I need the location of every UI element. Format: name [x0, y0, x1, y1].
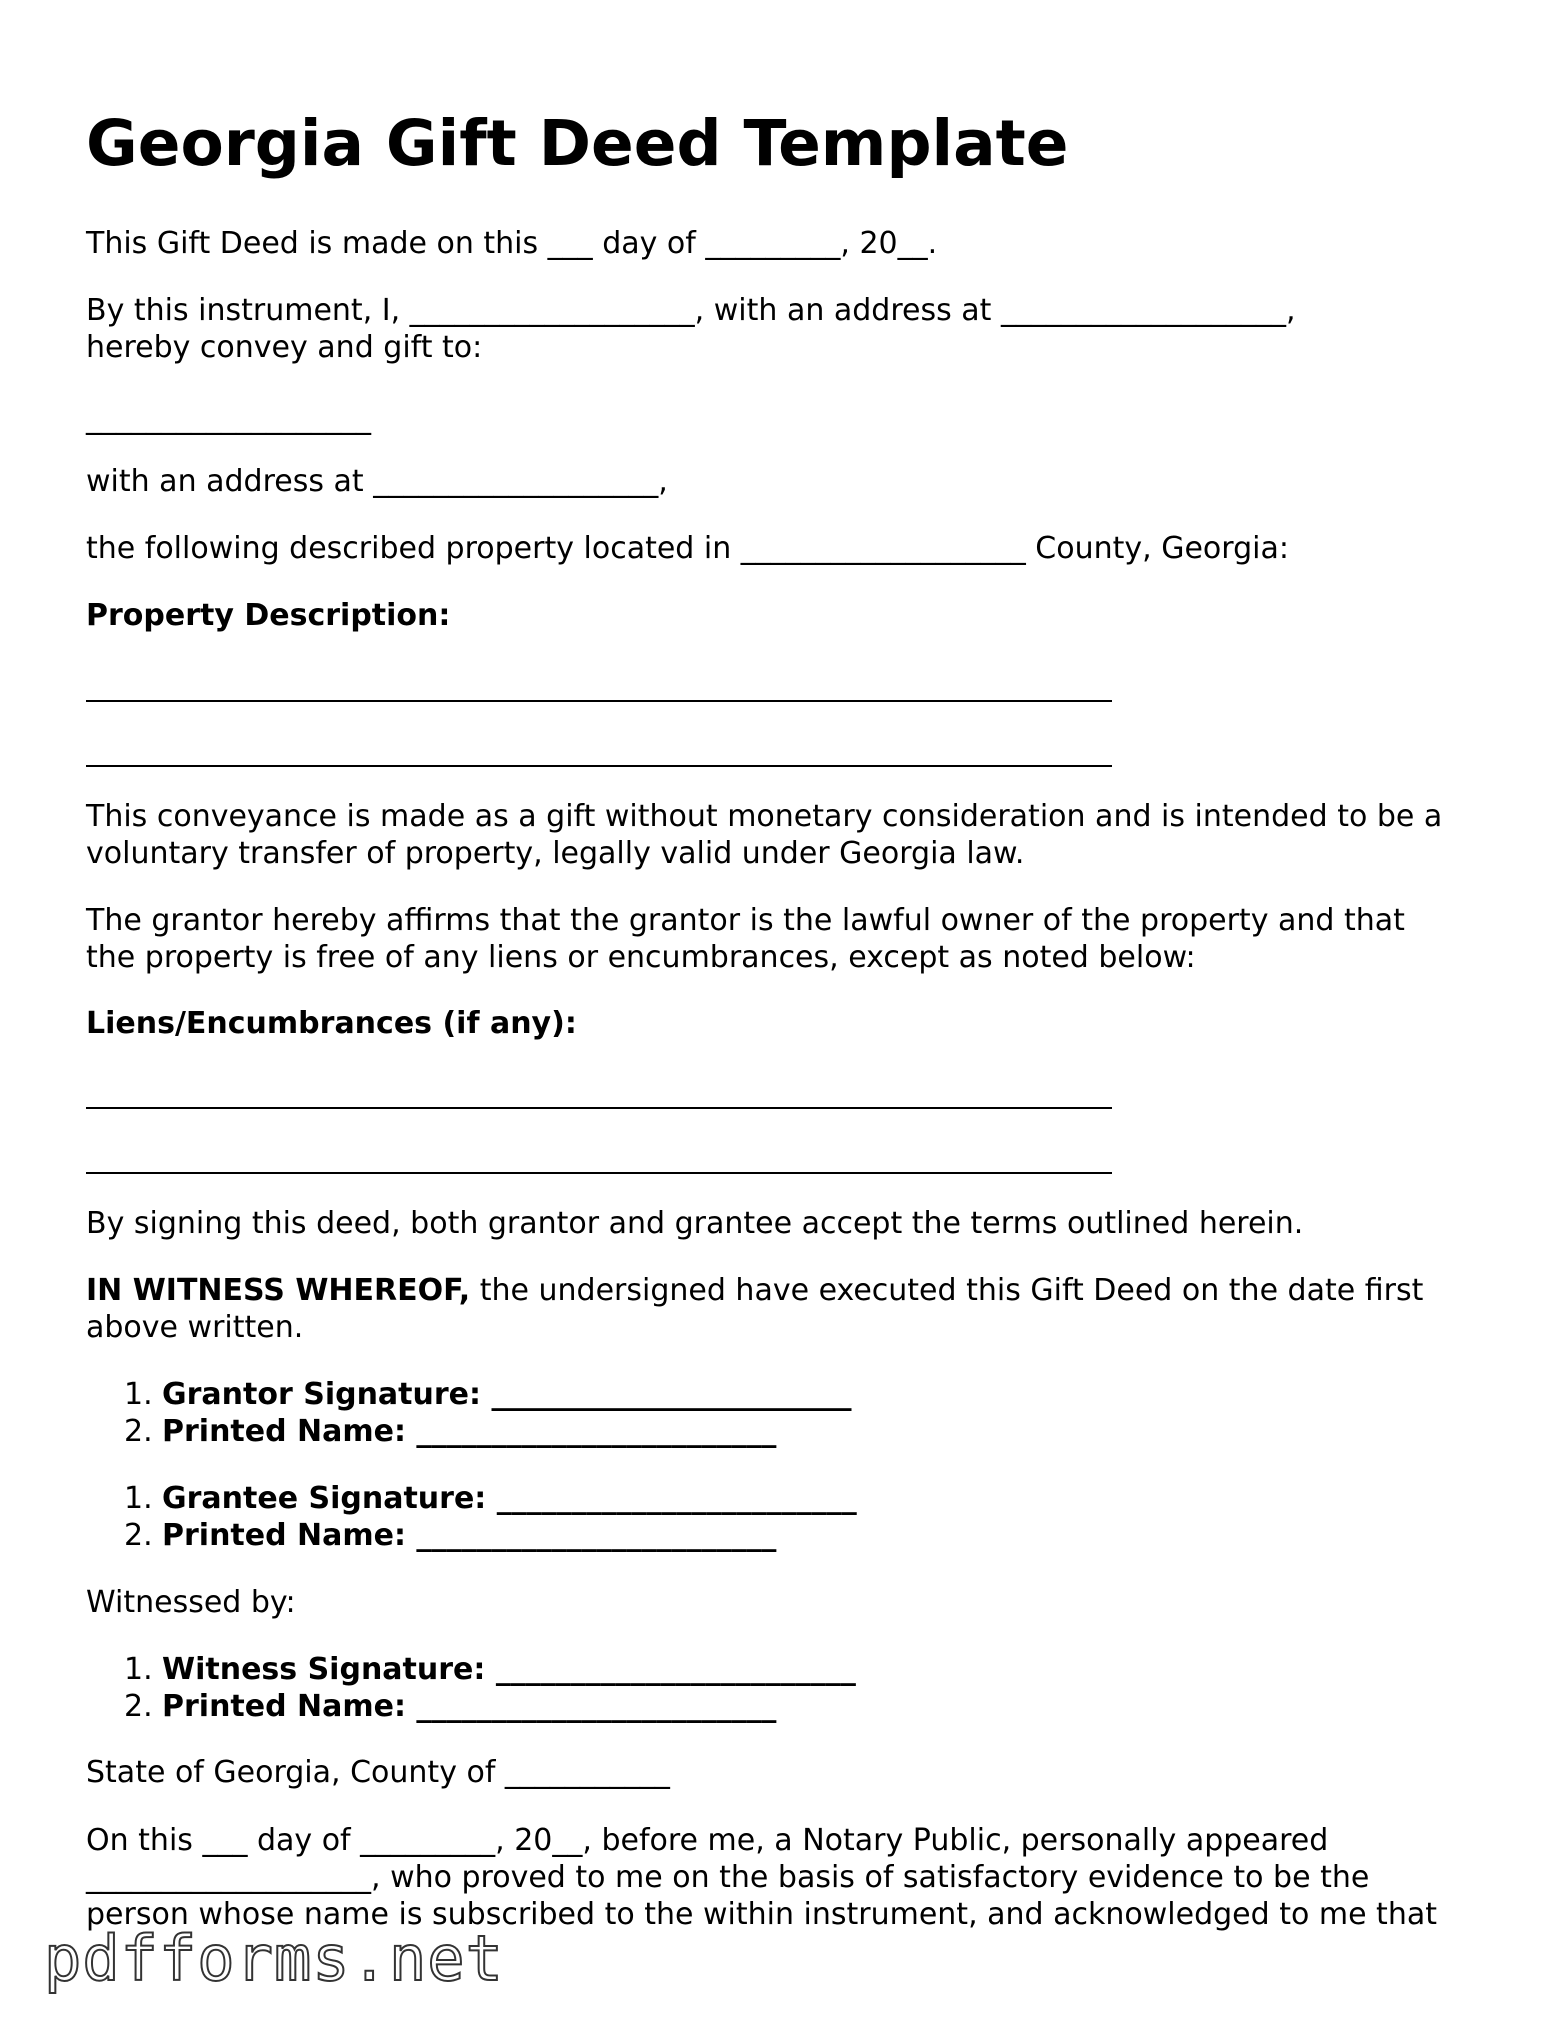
liens-line-2: [86, 1172, 1112, 1174]
page-title: Georgia Gift Deed Template: [86, 107, 1069, 180]
instrument-line-2: hereby convey and gift to:: [86, 330, 483, 365]
made-on-line: This Gift Deed is made on this ___ day of _________, 20__.: [86, 226, 938, 261]
list-number: 1.: [124, 1652, 153, 1687]
witness-printed-name-item: [124, 1688, 776, 1725]
conveyance-line-2: voluntary transfer of property, legally valid under Georgia law.: [86, 836, 1025, 871]
grantee-address-line: with an address at ___________________,: [86, 464, 668, 499]
affirm-line-2: the property is free of any liens or encumbrances, except as noted below:: [86, 940, 1196, 975]
grantee-printed-name-label: Printed Name:: [162, 1518, 406, 1553]
witness-whereof-rest: the undersigned have executed this Gift Deed on the date first: [470, 1273, 1424, 1308]
property-description-heading: Property Description:: [86, 598, 451, 633]
list-number: 2.: [124, 1689, 153, 1724]
signing-statement: By signing this deed, both grantor and grantee accept the terms outlined herein.: [86, 1206, 1304, 1241]
grantee-printed-name-item: [124, 1517, 776, 1554]
witness-printed-name-label: Printed Name:: [162, 1689, 406, 1724]
list-number: 1.: [124, 1377, 153, 1412]
state-county-line: State of Georgia, County of ___________: [86, 1755, 670, 1790]
grantee-name-blank: ___________________: [86, 401, 371, 436]
property-description-line-1: [86, 700, 1112, 702]
notary-line-1: On this ___ day of _________, 20__, before me, a Notary Public, personally appeared: [86, 1823, 1329, 1858]
witness-signature-blank: ________________________: [485, 1652, 856, 1687]
property-description-line-2: [86, 765, 1112, 767]
instrument-line-1: By this instrument, I, ___________________, with an address at ___________________,: [86, 293, 1296, 328]
grantor-signature-blank: ________________________: [481, 1377, 852, 1412]
grantor-signature-item: [124, 1376, 851, 1413]
list-number: 2.: [124, 1414, 153, 1449]
witness-whereof-line-2: above written.: [86, 1310, 304, 1345]
witnessed-by-label: Witnessed by:: [86, 1585, 296, 1620]
grantee-printed-name-blank: ________________________: [405, 1518, 777, 1553]
grantor-printed-name-item: [124, 1413, 776, 1450]
grantor-printed-name-blank: ________________________: [405, 1414, 777, 1449]
grantee-signature-label: Grantee Signature:: [162, 1481, 487, 1516]
witness-printed-name-blank: ________________________: [405, 1689, 777, 1724]
witness-signature-label: Witness Signature:: [162, 1652, 486, 1687]
list-number: 1.: [124, 1481, 153, 1516]
liens-heading: Liens/Encumbrances (if any):: [86, 1006, 577, 1041]
grantor-signature-label: Grantor Signature:: [162, 1377, 482, 1412]
witness-whereof-bold: IN WITNESS WHEREOF,: [86, 1273, 471, 1308]
notary-line-2: ___________________, who proved to me on the basis of satisfactory evidence to be the: [86, 1860, 1370, 1895]
watermark-logo: pdfforms.net: [44, 1922, 504, 1995]
notary-line-3: person whose name is subscribed to the within instrument, and acknowledged to me that: [86, 1897, 1437, 1932]
grantee-signature-blank: ________________________: [486, 1481, 857, 1516]
list-number: 2.: [124, 1518, 153, 1553]
grantee-signature-item: [124, 1480, 857, 1517]
affirm-line-1: The grantor hereby affirms that the grantor is the lawful owner of the property and that: [86, 903, 1405, 938]
witness-signature-item: [124, 1651, 856, 1688]
property-location-line: the following described property located in ___________________ County, Georgia:: [86, 531, 1289, 566]
grantor-printed-name-label: Printed Name:: [162, 1414, 406, 1449]
conveyance-line-1: This conveyance is made as a gift without monetary consideration and is intended to be a: [86, 799, 1443, 834]
witness-whereof-line-1: [86, 1272, 1423, 1309]
liens-line-1: [86, 1107, 1112, 1109]
